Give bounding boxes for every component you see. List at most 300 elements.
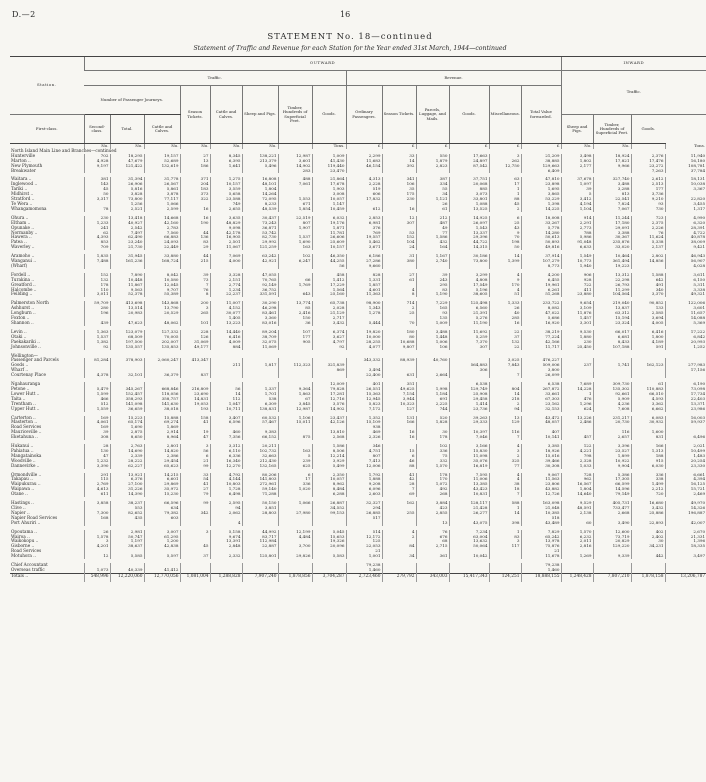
table-cell: 9,210 — [631, 197, 665, 202]
table-cell: 6,661 — [665, 473, 706, 478]
table-cell: 5,338 — [631, 240, 665, 245]
table-cell: 93 — [631, 202, 665, 207]
table-cell: 7,413 — [346, 459, 382, 464]
table-cell: 4,751 — [346, 449, 382, 454]
table-cell: 671 — [278, 202, 312, 207]
table-cell: 564,883 — [449, 363, 489, 368]
station-name: Paekakariki .. — [11, 338, 40, 344]
table-cell: 42,921 — [242, 259, 278, 264]
table-cell: 47,055 — [242, 273, 278, 278]
table-cell: 152,457 — [110, 392, 144, 397]
table-cell: 1,802 — [561, 159, 593, 164]
table-cell: 7,595 — [449, 473, 489, 478]
table-cell: 285 — [489, 316, 521, 321]
table-cell: 3,299 — [449, 273, 489, 278]
table-cell: 43,489 — [521, 521, 561, 526]
table-cell: 3,858 — [84, 501, 110, 506]
table-cell: 11,940 — [665, 154, 706, 159]
table-cell: 164 — [416, 245, 449, 250]
table-cell: 66,017 — [593, 330, 631, 335]
table-cell: 12,172 — [346, 535, 382, 540]
station-name: Goods .. — [11, 362, 29, 368]
table-cell: 2,668 — [593, 511, 631, 516]
table-cell: 2,521 — [110, 207, 144, 212]
table-cell: 13,206,787 — [665, 573, 706, 582]
table-cell: 55 — [416, 187, 449, 192]
table-cell: 5,369 — [665, 321, 706, 326]
table-cell: 1,066 — [278, 501, 312, 506]
table-cell: 143 — [84, 182, 110, 187]
table-cell: 8,964 — [144, 435, 180, 440]
table-cell: 23,736 — [449, 407, 489, 412]
table-cell: 67,303 — [521, 397, 561, 402]
table-cell: 13,337 — [449, 231, 489, 236]
table-cell: £ — [449, 144, 489, 149]
table-cell: 7 — [489, 435, 521, 440]
table-cell: 12,726 — [521, 492, 561, 497]
table-cell: 709 — [84, 245, 110, 250]
table-cell: 237 — [561, 363, 593, 368]
table-cell: 36,871 — [242, 226, 278, 231]
table-cell: 169 — [84, 425, 110, 430]
table-cell: 196 — [84, 311, 110, 316]
table-cell: 714 — [382, 301, 416, 306]
table-cell: 61 — [382, 278, 416, 283]
table-cell: 14,925 — [449, 216, 489, 221]
table-cell: 22,449 — [144, 245, 180, 250]
station-name: Masterton .. — [11, 419, 37, 425]
table-cell: 79,238 — [521, 563, 561, 568]
table-cell: 442 — [631, 554, 665, 559]
table-cell: 92,149 — [242, 283, 278, 288]
table-cell: 12,716 — [312, 397, 346, 402]
table-cell: 231,217 — [593, 416, 631, 421]
table-cell: 21,730 — [110, 245, 144, 250]
table-cell: 70,005 — [144, 335, 180, 340]
table-cell: 1,414 — [449, 402, 489, 407]
table-cell: 24,093 — [144, 240, 180, 245]
table-cell: 1,081,004 — [180, 573, 210, 582]
table-cell: 869 — [312, 368, 346, 373]
table-cell: 1,907 — [278, 226, 312, 231]
table-cell: 30,308 — [521, 464, 561, 469]
table-cell: 30 — [416, 430, 449, 435]
table-cell: 8 — [180, 292, 210, 297]
table-cell: 3,929 — [312, 459, 346, 464]
table-cell: 23,162 — [521, 402, 561, 407]
table-cell: 110,883 — [631, 387, 665, 392]
table-cell: 26,793 — [593, 283, 631, 288]
table-cell: 13 — [416, 521, 449, 526]
table-cell: 7 — [489, 492, 521, 497]
table-cell: 169 — [84, 416, 110, 421]
table-cell: 50,747 — [110, 535, 144, 540]
table-cell: 129,663 — [521, 164, 561, 169]
table-cell: 1,537 — [84, 335, 110, 340]
table-cell: 702 — [84, 154, 110, 159]
table-cell: 177 — [631, 187, 665, 192]
inward-traffic-header: Traffic. — [561, 71, 706, 115]
table-cell: 163 — [278, 245, 312, 250]
table-cell: 17,156 — [665, 368, 706, 373]
table-cell: 2,402 — [631, 535, 665, 540]
table-cell: 807 — [346, 454, 382, 459]
table-cell: 2 — [382, 306, 416, 311]
table-cell: 4,484 — [278, 535, 312, 540]
table-cell: 4,077 — [346, 345, 382, 350]
table-cell: 938 — [346, 425, 382, 430]
table-cell: 108,781 — [665, 164, 706, 169]
table-cell: 4,928 — [84, 159, 110, 164]
table-cell: 358,757 — [144, 397, 180, 402]
table-cell: 12,987 — [278, 154, 312, 159]
table-cell: 41 — [180, 482, 210, 487]
table-cell: 20,068 — [449, 182, 489, 187]
table-cell: 7,069 — [210, 254, 242, 259]
table-cell: 79,149 — [593, 492, 631, 497]
table-cell: 162 — [382, 501, 416, 506]
table-cell: 283 — [278, 169, 312, 174]
table-cell: 31 — [382, 254, 416, 259]
table-cell: 31,394 — [110, 177, 144, 182]
table-cell: 66,152 — [242, 435, 278, 440]
table-cell: 3,301 — [561, 321, 593, 326]
table-cell: 47,022 — [521, 311, 561, 316]
table-cell: 27 — [180, 487, 210, 492]
station-name: Whangamomona — [11, 205, 47, 211]
table-cell: 2,670 — [665, 530, 706, 535]
table-cell: 469 — [346, 430, 382, 435]
table-cell: 1,741 — [593, 363, 631, 368]
table-cell: 9 — [489, 231, 521, 236]
table-cell: 1,570 — [416, 464, 449, 469]
table-cell: 1,398 — [521, 202, 561, 207]
table-cell: 1,233 — [84, 221, 110, 226]
table-cell: 1,343 — [346, 306, 382, 311]
station-name: Taita .. — [11, 395, 26, 401]
table-cell: 466 — [84, 397, 110, 402]
table-cell: 16 — [382, 435, 416, 440]
table-cell: 45 — [489, 202, 521, 207]
table-cell: 41,412 — [144, 568, 180, 573]
table-cell: 7,154 — [382, 392, 416, 397]
table-cell: 5,479 — [84, 387, 110, 392]
table-cell: 110 — [84, 288, 110, 293]
table-cell: 411 — [561, 288, 593, 293]
table-cell: 3,388 — [593, 231, 631, 236]
table-cell: 3,576 — [312, 402, 346, 407]
table-cell: 1,412 — [312, 278, 346, 283]
table-cell: 39,263 — [449, 416, 489, 421]
table-cell: 9 — [489, 278, 521, 283]
table-cell: 38,237 — [110, 501, 144, 506]
table-cell: 1,586 — [416, 235, 449, 240]
table-cell: 14,326 — [665, 506, 706, 511]
table-cell: 517 — [346, 516, 382, 521]
table-cell: 16,003 — [665, 416, 706, 421]
table-cell: 13,226 — [561, 416, 593, 421]
table-cell: 668,846 — [144, 387, 180, 392]
table-cell: 3,694 — [631, 316, 665, 321]
table-cell: 730 — [631, 207, 665, 212]
table-cell: 59,140 — [242, 487, 278, 492]
table-cell: 26,606 — [312, 235, 346, 240]
table-cell: 4,990 — [665, 216, 706, 221]
table-cell: 5,597 — [144, 554, 180, 559]
table-cell: 3,367 — [665, 187, 706, 192]
table-cell: 1,857 — [346, 283, 382, 288]
group-heading: Wellington— — [11, 352, 38, 358]
table-cell: 7,829 — [521, 530, 561, 535]
table-cell: 631 — [382, 373, 416, 378]
table-cell: 12,945 — [346, 397, 382, 402]
table-cell: 277,983 — [665, 363, 706, 368]
table-cell: £ — [521, 144, 561, 149]
table-cell: 14,831 — [180, 397, 210, 402]
table-cell: 6,395 — [210, 159, 242, 164]
table-cell: 40,339 — [110, 568, 144, 573]
table-cell: 413,698 — [110, 301, 144, 306]
station-name: Marton .. — [11, 157, 31, 163]
table-cell: 5,823 — [346, 402, 382, 407]
table-cell: 7,824 — [593, 202, 631, 207]
table-cell: 40 — [489, 311, 521, 316]
table-cell: 624 — [561, 407, 593, 412]
table-cell: 43,882 — [521, 487, 561, 492]
table-cell: 3,671 — [346, 245, 382, 250]
table-cell: 6,538 — [521, 382, 561, 387]
table-cell: 3,288 — [593, 187, 631, 192]
table-cell: 163,098 — [521, 501, 561, 506]
table-cell: 2,612 — [631, 177, 665, 182]
table-cell: 1,066 — [144, 202, 180, 207]
table-cell: 518 — [521, 516, 561, 521]
table-cell: 14,215 — [144, 473, 180, 478]
station-name: Road Services — [11, 548, 42, 554]
table-cell: 102 — [416, 444, 449, 449]
table-cell: 3,488 — [593, 182, 631, 187]
station-name: Ormondville .. — [11, 471, 42, 477]
table-cell: 14,902 — [278, 164, 312, 169]
table-cell: 307 — [382, 221, 416, 226]
table-cell: 3,635 — [210, 216, 242, 221]
table-cell: 6,186 — [346, 254, 382, 259]
table-cell: 46,154 — [346, 164, 382, 169]
table-cell: 2,763 — [110, 444, 144, 449]
table-cell: 17,549 — [449, 283, 489, 288]
table-cell: 906 — [561, 273, 593, 278]
table-cell: 3,432 — [312, 321, 346, 326]
table-cell: 2,469 — [665, 492, 706, 497]
table-cell: 744 — [416, 407, 449, 412]
station-name: Aramoho .. — [11, 253, 35, 259]
table-cell: 8,484 — [312, 487, 346, 492]
table-cell: 7 — [382, 487, 416, 492]
table-cell: 2,914 — [144, 430, 180, 435]
second-class-header: Second-class. — [84, 115, 110, 144]
table-cell: 104 — [382, 240, 416, 245]
table-cell: 720 — [631, 492, 665, 497]
table-cell: 1,690 — [278, 240, 312, 245]
table-cell: 36,659 — [110, 407, 144, 412]
table-cell: 127,332 — [144, 330, 180, 335]
table-cell: 34,552 — [312, 506, 346, 511]
station-name: Halcombe .. — [11, 286, 37, 292]
table-cell: 79 — [180, 492, 210, 497]
station-name: Waipukurau .. — [11, 481, 41, 487]
table-cell: 14,640 — [561, 492, 593, 497]
table-cell: 44,992 — [242, 530, 278, 535]
table-cell: 73,800 — [449, 259, 489, 264]
table-cell: 141,803 — [242, 477, 278, 482]
table-cell: 68 — [416, 539, 449, 544]
table-cell: 8,506 — [312, 449, 346, 454]
table-cell: 13,371 — [665, 402, 706, 407]
table-cell: 69,274 — [144, 420, 180, 425]
table-cell: 279,792 — [382, 573, 416, 582]
table-cell: 190 — [180, 221, 210, 226]
table-cell: 6,261 — [521, 288, 561, 293]
table-cell: 6,538 — [449, 382, 489, 387]
table-cell: 48,829 — [210, 221, 242, 226]
table-cell: 12,214 — [312, 454, 346, 459]
table-cell: No. — [180, 144, 210, 149]
table-cell: 9,364 — [278, 387, 312, 392]
table-cell: 265 — [180, 311, 210, 316]
table-cell: 1,878,158 — [631, 573, 665, 582]
table-cell: 25,609 — [312, 240, 346, 245]
table-cell: 73,800 — [110, 197, 144, 202]
table-cell: 2,740 — [416, 259, 449, 264]
table-cell: 2,376 — [631, 154, 665, 159]
table-cell: 676 — [416, 535, 449, 540]
table-cell: 47,679 — [110, 159, 144, 164]
table-cell: 6,232 — [561, 535, 593, 540]
table-cell: 3,559 — [210, 187, 242, 192]
station-name: Ashhurst .. — [11, 305, 35, 311]
table-cell: 15,109 — [346, 420, 382, 425]
table-cell: 52,378 — [110, 292, 144, 297]
table-cell: 1,586 — [312, 444, 346, 449]
table-cell: 241 — [84, 226, 110, 231]
table-cell: 7,229 — [416, 301, 449, 306]
table-cell: 1,396 — [665, 539, 706, 544]
table-cell: 4,194 — [561, 202, 593, 207]
station-name: Gisborne .. — [11, 543, 35, 549]
table-cell: 26 — [84, 530, 110, 535]
table-cell: 116 — [593, 430, 631, 435]
table-cell: 1,331 — [346, 278, 382, 283]
table-cell: 1,880 — [561, 335, 593, 340]
table-cell: 603 — [144, 516, 180, 521]
table-cell: 3,312 — [210, 444, 242, 449]
table-cell: 2,416 — [278, 311, 312, 316]
table-cell: 20,254 — [665, 459, 706, 464]
table-cell: 10,057 — [312, 477, 346, 482]
table-cell: 75 — [416, 454, 449, 459]
table-cell: 12,006 — [346, 464, 382, 469]
table-cell: 2,595 — [210, 501, 242, 506]
table-cell: 77 — [416, 231, 449, 236]
table-cell: 19,326 — [312, 539, 346, 544]
table-cell: 6,110 — [210, 449, 242, 454]
table-cell: 43,472 — [521, 416, 561, 421]
table-cell: 6,376 — [110, 477, 144, 482]
table-cell: 2,137 — [631, 245, 665, 250]
table-cell: 1,564 — [312, 288, 346, 293]
table-cell: 37 — [180, 554, 210, 559]
table-cell: 40,760 — [416, 358, 449, 363]
table-cell: 162,123 — [631, 363, 665, 368]
table-cell: 1,879 — [416, 159, 449, 164]
table-cell: 6,336 — [210, 454, 242, 459]
table-cell: 733,477 — [593, 506, 631, 511]
table-cell: 230 — [561, 340, 593, 345]
table-cell: 7,263 — [631, 169, 665, 174]
table-cell: 23,240 — [110, 240, 144, 245]
table-cell: 4,394 — [665, 477, 706, 482]
table-cell: 6,032 — [312, 216, 346, 221]
table-cell: 2,542 — [110, 226, 144, 231]
table-cell: 92 — [84, 345, 110, 350]
table-cell: 88 — [382, 464, 416, 469]
table-cell: 346 — [346, 444, 382, 449]
table-cell: 398 — [489, 521, 521, 526]
table-cell: 150 — [278, 316, 312, 321]
table-cell: 1,232 — [84, 459, 110, 464]
table-cell: 13,418 — [110, 216, 144, 221]
table-cell: 21 — [521, 549, 561, 554]
table-cell: 15,653 — [312, 535, 346, 540]
table-cell: 10,580 — [144, 278, 180, 283]
table-cell: 26,097 — [449, 221, 489, 226]
table-cell: 6,416 — [631, 330, 665, 335]
table-cell: 67 — [278, 397, 312, 402]
table-cell: 45 — [180, 544, 210, 549]
table-cell: 70,765 — [242, 278, 278, 283]
table-cell: 10,141 — [521, 435, 561, 440]
station-name: Mangatainoka — [11, 452, 42, 458]
table-cell: 18,008 — [521, 216, 561, 221]
table-cell: 813 — [593, 192, 631, 197]
station-name: Feilding .. — [11, 291, 33, 297]
table-cell: 39 — [180, 273, 210, 278]
table-cell: 2,855 — [416, 511, 449, 516]
table-cell: 373 — [180, 192, 210, 197]
table-cell: 12,270 — [210, 464, 242, 469]
table-cell: 29,091 — [593, 226, 631, 231]
table-cell: 6,560 — [449, 306, 489, 311]
table-cell: 83 — [180, 240, 210, 245]
table-cell: 2,664 — [416, 373, 449, 378]
outward-header: OUTWARD — [84, 57, 561, 71]
table-cell: 11,069 — [242, 345, 278, 350]
ordinary-passengers-header: Ordinary Passengers. — [346, 86, 382, 144]
table-cell: 2,981 — [110, 530, 144, 535]
statement-title: STATEMENT No. 18—continued — [267, 32, 433, 42]
table-cell: 10,157 — [210, 182, 242, 187]
table-cell: 1,097 — [561, 182, 593, 187]
table-cell: 2 — [489, 207, 521, 212]
table-cell: 49,177 — [180, 345, 210, 350]
table-cell: 2,328 — [561, 459, 593, 464]
page-number: 16 — [340, 10, 351, 19]
table-cell: 212 — [416, 216, 449, 221]
table-cell: 152 — [84, 273, 110, 278]
station-name: (Wharf) — [11, 262, 28, 268]
table-cell: 1,888 — [346, 477, 382, 482]
inward-header: INWARD — [561, 57, 706, 71]
